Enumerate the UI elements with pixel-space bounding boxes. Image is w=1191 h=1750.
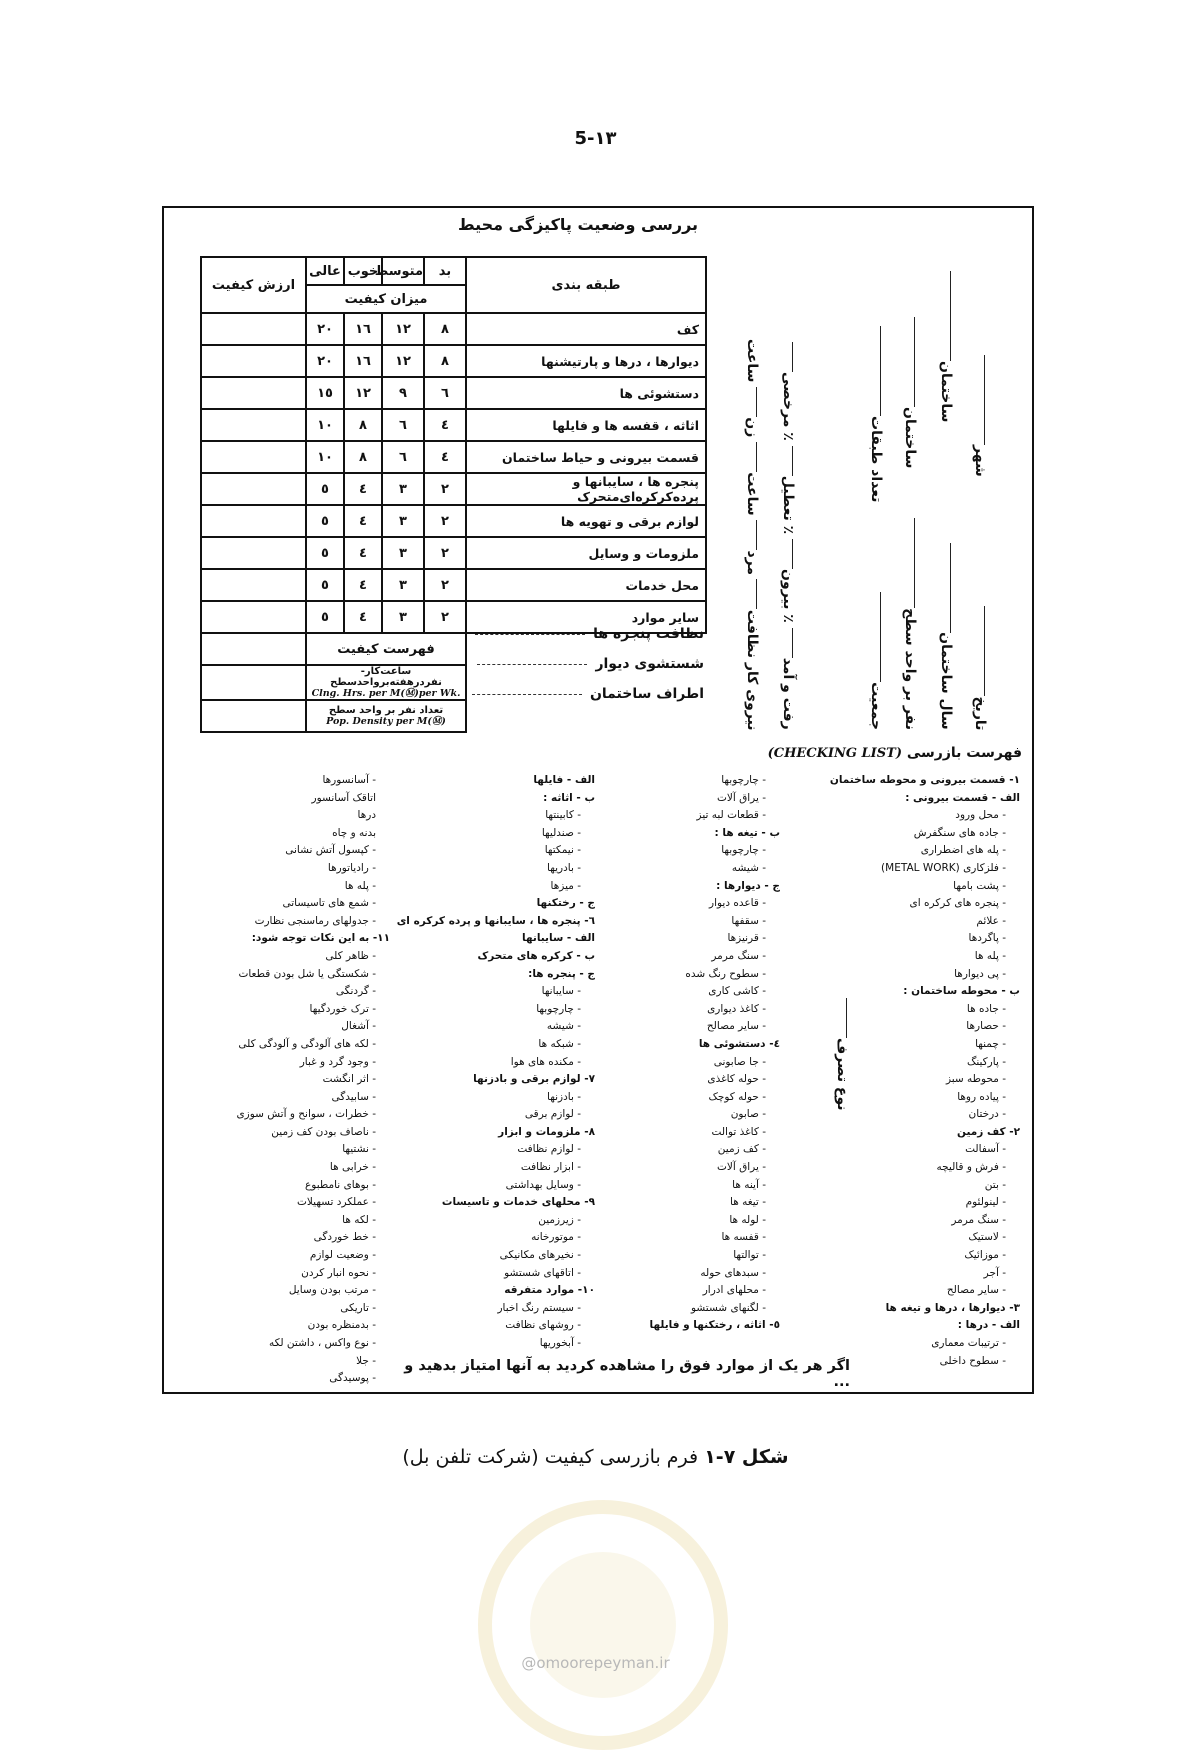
row-score-average: ١٢ (382, 313, 424, 345)
row-score-bad: ٢ (424, 473, 466, 505)
checklist-item: - شبکه ها (538, 1037, 581, 1050)
checklist-item: - رادیاتورها (327, 861, 376, 874)
row-category: کف (466, 313, 706, 345)
header-average: متوسط (382, 257, 424, 285)
wall-washing-row: شستشوی دیوار (436, 656, 704, 672)
checklist-item: - پارکینگ (966, 1055, 1006, 1068)
row-score-average: ٩ (382, 377, 424, 409)
checklist-column-1 (790, 772, 1020, 1370)
checklist-item: - کپسول آتش نشانی (285, 844, 376, 857)
row-score-bad: ٢ (424, 537, 466, 569)
row-category: لوازم برقی و تهویه ها (466, 505, 706, 537)
checklist-item: - لکه ها (342, 1213, 376, 1226)
checklist-item: - جا صابونی (713, 1055, 766, 1068)
checklist-item: - صندلیها (541, 826, 581, 839)
checklist-heading: الف - فایلها (533, 774, 595, 786)
checklist-item: - پاگردها (968, 932, 1006, 945)
checklist-item: - روشهای نظافت (505, 1319, 581, 1332)
checklist-item: - لوازم برقی (524, 1108, 581, 1121)
quality-row (201, 441, 706, 473)
building-year-column: سال ساختمان ساختمان (938, 230, 955, 730)
checklist-item: - زیرزمین (538, 1213, 581, 1226)
checklist-item: - وضعیت لوازم (309, 1249, 376, 1262)
row-score-bad: ٨ (424, 345, 466, 377)
row-score-good: ٤ (344, 537, 382, 569)
checklist-item: - لوازم نظافت (517, 1143, 581, 1156)
checklist-item: - جاده ها (966, 1002, 1006, 1015)
checklist-item: - سنگ مرمر (951, 1213, 1006, 1226)
quality-row (201, 473, 706, 505)
checklist-item: - خطرات ، سوانح و آتش سوزی (236, 1108, 376, 1121)
checklist-item: - نخیرهای مکانیکی (499, 1249, 581, 1262)
header-quality-value: ارزش کیفیت (201, 257, 306, 313)
row-quality-value[interactable] (201, 473, 306, 505)
row-score-excellent: ٥ (306, 601, 344, 633)
row-score-good: ١٢ (344, 377, 382, 409)
row-category: قسمت بیرونی و حیاط ساختمان (466, 441, 706, 473)
checklist-item: - خرابی ها (329, 1161, 376, 1174)
row-score-bad: ٨ (424, 313, 466, 345)
checklist-item: - عملکرد تسهیلات (297, 1196, 376, 1209)
wall-washing-field[interactable] (477, 664, 587, 665)
checklist-item: - لکه های آلودگی و آلودگی کلی (238, 1037, 376, 1050)
footer-note: اگر هر یک از موارد فوق را مشاهده کردید به آنها امتیاز بدهید و ... (404, 1358, 850, 1390)
checklist-item: - بوهای نامطبوع (305, 1178, 376, 1191)
checklist-item: - آسفالت (965, 1143, 1006, 1156)
row-score-excellent: ١٥ (306, 377, 344, 409)
checklist-item: - کاشی کاری (708, 985, 766, 998)
checklist-item: اتاقک آسانسور (311, 791, 376, 804)
checklist-heading: ج - دیوارها : (716, 879, 780, 892)
checklist-item: - کاغذ توالت (711, 1125, 766, 1138)
checklist-item: - صابون (730, 1108, 766, 1121)
row-quality-value[interactable] (201, 601, 306, 633)
row-score-bad: ٢ (424, 505, 466, 537)
work-hours-label: ساعت‌کار-نفردرهفته‌برواحدسطح Clng. Hrs. per M(Ⓜ)per Wk. (306, 665, 466, 700)
row-category: اثاثه ، قفسه ها و فایلها (466, 409, 706, 441)
checklist-heading: ١٠- موارد متفرقه (504, 1284, 595, 1297)
checklist-item: - سطوح داخلی (939, 1354, 1006, 1367)
occupancy-column: نوع تصرف (834, 610, 851, 1110)
row-score-bad: ٤ (424, 409, 466, 441)
quality-row (201, 409, 706, 441)
row-score-good: ١٦ (344, 345, 382, 377)
checklist-item: - وسایل بهداشتی (505, 1178, 581, 1191)
checklist-item: - سایبانها (541, 985, 581, 998)
form-title: بررسی وضعیت پاکیزگی محیط (457, 215, 699, 234)
checklist-item: - سیستم رنگ اخبار (497, 1301, 581, 1314)
row-score-good: ٨ (344, 441, 382, 473)
checklist-item: - کابینتها (545, 809, 581, 822)
checklist-item: - شکستگی یا شل بودن قطعات (238, 967, 376, 980)
checklist-column-2 (600, 772, 780, 1335)
checklist-item: - سایر مصالح (946, 1284, 1006, 1297)
checklist-heading: ب - کرکره های متحرک (477, 949, 595, 962)
checklist-heading: ج - پنجره ها: (528, 967, 595, 980)
row-score-excellent: ١٠ (306, 409, 344, 441)
row-quality-value[interactable] (201, 537, 306, 569)
row-quality-value[interactable] (201, 377, 306, 409)
row-quality-value[interactable] (201, 409, 306, 441)
traffic-column: رفت و آمد ٪ بیرون ٪ تعطیل ٪ مرخصی (780, 230, 797, 730)
checklist-heading: ب - محوطه ساختمان : (903, 985, 1020, 998)
checklist-item: - آینه ها (732, 1178, 766, 1191)
checklist-item: - تیغه ها (730, 1196, 766, 1209)
checklist-item: - قطعات لبه تیز (696, 809, 766, 822)
workforce-column: نیروی کار نظافت مرد ساعت زن ساعت (744, 338, 760, 730)
checklist-item: - یراق آلات (716, 1161, 766, 1174)
checklist-heading: الف - درها : (957, 1319, 1020, 1332)
watermark-logo-inner (530, 1552, 676, 1698)
checklist-heading: الف - سایبانها (522, 932, 595, 945)
checklist-item: - نشتیها (342, 1143, 376, 1156)
row-score-good: ٤ (344, 601, 382, 633)
building-surroundings-row: اطراف ساختمان (436, 686, 704, 702)
row-score-excellent: ٥ (306, 505, 344, 537)
per-area-column: نفر بر واحد سطح ساختمان (902, 230, 919, 730)
checklist-item: - جاده های سنگفرش (913, 826, 1006, 839)
checklist-item: - چارچوبها (721, 844, 766, 857)
checklist-item: - فرش و قالیچه (936, 1161, 1006, 1174)
row-quality-value[interactable] (201, 569, 306, 601)
header-bad: بد (424, 257, 466, 285)
window-cleaning-field[interactable] (475, 634, 585, 635)
watermark-text: @omoorepeyman.ir (521, 1654, 670, 1672)
quality-row (201, 505, 706, 537)
checklist-item: - سطوح رنگ شده (685, 967, 766, 980)
quality-row (201, 345, 706, 377)
checklist-item: - سقفها (731, 914, 766, 927)
checklist-heading: ٢- کف زمین (957, 1125, 1020, 1138)
checklist-item: - سبدهای حوله (700, 1266, 766, 1279)
checklist-item: - مکنده های هوا (510, 1055, 581, 1068)
row-quality-value[interactable] (201, 505, 306, 537)
window-cleaning-row: نظافت پنجره ها (436, 626, 704, 642)
checklist-item: - ظاهر کلی (325, 949, 376, 962)
checklist-item: - جدولهای رماسنجی نظارت (254, 914, 376, 927)
row-score-excellent: ٢٠ (306, 313, 344, 345)
checklist-item: - درختان (968, 1108, 1006, 1121)
date-city-column: تاریخ شهر (972, 230, 989, 730)
checklist-item: - پی دیوارها (954, 967, 1006, 980)
row-score-excellent: ٥ (306, 537, 344, 569)
row-score-average: ٣ (382, 473, 424, 505)
row-score-average: ٣ (382, 505, 424, 537)
row-category: ملزومات و وسایل (466, 537, 706, 569)
checking-list-title: فهرست بازرسی (CHECKING LIST) (767, 745, 1022, 761)
row-score-good: ٤ (344, 569, 382, 601)
row-score-average: ٦ (382, 441, 424, 473)
checklist-item: - آسانسورها (322, 774, 376, 786)
row-score-average: ٣ (382, 537, 424, 569)
checklist-item: - نحوه انبار کردن (301, 1266, 376, 1279)
checklist-item: - میزها (550, 879, 581, 892)
quality-row (201, 377, 706, 409)
checklist-item: - سنگ مرمر (711, 949, 766, 962)
checklist-item: - آشغال (341, 1020, 376, 1033)
checklist-item: - شمع های تاسیساتی (282, 897, 376, 910)
checklist-item: - فلزکاری (METAL WORK) (881, 861, 1006, 874)
checklist-item: - شیشه (546, 1020, 581, 1033)
checklist-item: - آجر (983, 1266, 1006, 1279)
checklist-item: - لوله ها (729, 1213, 766, 1226)
checklist-item: - بدمنظره بودن (307, 1319, 376, 1332)
checklist-item: - مرتب بودن وسایل (288, 1284, 376, 1297)
checklist-item: - شیشه (731, 861, 766, 874)
checklist-heading: ٨- ملزومات و ابزار (498, 1125, 595, 1138)
checklist-heading: ٥- اثاثه ، رختکنها و فایلها (649, 1319, 780, 1332)
row-category: پنجره ها ، سایبانها و پرده‌کرکره‌ای‌متحرک (466, 473, 706, 505)
header-quality-level: میزان کیفیت (306, 285, 466, 313)
checklist-item: - پیاده روها (957, 1090, 1006, 1103)
row-score-bad: ٤ (424, 441, 466, 473)
checklist-item: - حوله کوچک (708, 1090, 766, 1103)
quality-row (201, 537, 706, 569)
checklist-item: - محوطه سبز (945, 1073, 1006, 1086)
checklist-item: - پله ها (974, 949, 1006, 962)
checklist-item: - حصارها (966, 1020, 1006, 1033)
checklist-item: - قاعده دیوار (709, 897, 766, 910)
checklist-item: - قفسه ها (721, 1231, 766, 1244)
checklist-item: - پشت بامها (953, 879, 1006, 892)
checklist-item: - ترتیبات معماری (931, 1337, 1006, 1349)
quality-index-value[interactable] (201, 633, 306, 665)
row-score-good: ٤ (344, 473, 382, 505)
row-score-average: ٣ (382, 569, 424, 601)
checklist-heading: ١- قسمت بیرونی و محوطه ساختمان (829, 774, 1020, 786)
checklist-item: - ابزار نظافت (520, 1161, 581, 1174)
checklist-item: - محلهای ادرار (702, 1284, 766, 1297)
checklist-item: - موتورخانه (531, 1231, 581, 1244)
row-score-bad: ٦ (424, 377, 466, 409)
row-quality-value[interactable] (201, 441, 306, 473)
checklist-item: - سابیدگی (331, 1090, 376, 1103)
checklist-heading: ج - رختکنها (536, 897, 595, 910)
checklist-item: - موزائیک (964, 1249, 1006, 1262)
checklist-column-3 (395, 772, 595, 1353)
checklist-item: - علائم (976, 914, 1006, 927)
checklist-item: - نوع واکس ، داشتن لکه (268, 1337, 376, 1349)
checklist-heading: ب - تیغه ها : (714, 826, 780, 839)
checklist-item: - محل ورود (955, 809, 1006, 822)
checklist-item: - لینولئوم (965, 1196, 1006, 1209)
row-score-good: ١٦ (344, 313, 382, 345)
checklist-item: - چمنها (975, 1037, 1006, 1050)
row-category: محل خدمات (466, 569, 706, 601)
checklist-item: - اثر انگشت (322, 1073, 376, 1086)
checklist-item: - بتن (984, 1178, 1006, 1191)
row-score-average: ٦ (382, 409, 424, 441)
row-score-average: ١٢ (382, 345, 424, 377)
work-hours-value[interactable] (201, 665, 306, 700)
row-score-excellent: ١٠ (306, 441, 344, 473)
row-score-excellent: ٥ (306, 569, 344, 601)
quality-index-label: فهرست کیفیت (306, 633, 466, 665)
checklist-item: - نیمکتها (544, 844, 581, 857)
checklist-item: - گردنگی (335, 985, 376, 998)
checklist-heading: ٩- محلهای خدمات و تاسیسات (441, 1196, 595, 1209)
checklist-item: - وجود گرد و غبار (299, 1055, 376, 1068)
checklist-item: - توالتها (733, 1249, 766, 1262)
checklist-item: - پله های اضطراری (920, 844, 1006, 857)
checklist-item: - قرنیزها (727, 932, 766, 945)
building-surroundings-field[interactable] (472, 694, 582, 695)
row-score-excellent: ٥ (306, 473, 344, 505)
page-number: 5-١٣ (574, 128, 617, 149)
checklist-item: درها (357, 809, 376, 822)
checklist-item: - آبخوریها (539, 1337, 581, 1349)
row-score-good: ٨ (344, 409, 382, 441)
row-category: دیوارها ، درها و پارتیشنها (466, 345, 706, 377)
header-category: طبقه بندی (466, 257, 706, 313)
checklist-item: - بادزنها (547, 1090, 581, 1103)
row-quality-value[interactable] (201, 313, 306, 345)
header-good: خوب (344, 257, 382, 285)
checklist-item: - یراق آلات (716, 791, 766, 804)
population-column: جمعیت تعداد طبقات (868, 230, 885, 730)
checklist-heading: ٧- لوازم برقی و بادزنها (473, 1073, 595, 1086)
checklist-item: - اتاقهای شستشو (504, 1266, 581, 1279)
checklist-item: - چارچوبها (536, 1002, 581, 1015)
row-category: سایر موارد (466, 601, 706, 633)
checklist-heading: ب - اثاثه : (543, 791, 595, 804)
quality-row (201, 313, 706, 345)
density-value[interactable] (201, 700, 306, 732)
header-excellent: عالی (306, 257, 344, 285)
checklist-item: - حوله کاغذی (707, 1073, 766, 1086)
row-score-bad: ٢ (424, 569, 466, 601)
checklist-item: - ناصاف بودن کف زمین (271, 1125, 376, 1138)
checklist-item: - چارچوبها (721, 774, 766, 786)
checklist-item: - کاغذ دیواری (707, 1002, 766, 1015)
checklist-item: - جلا (356, 1354, 376, 1367)
row-score-bad: ٢ (424, 601, 466, 633)
checklist-column-4 (170, 772, 390, 1388)
density-label: تعداد نفر بر واحد سطح Pop. Density per M(Ⓜ) (306, 700, 466, 732)
row-quality-value[interactable] (201, 345, 306, 377)
checklist-heading: الف - قسمت بیرونی : (905, 791, 1020, 804)
checklist-item: - خط خوردگی (313, 1231, 376, 1244)
row-score-good: ٤ (344, 505, 382, 537)
checklist-heading: ٦- پنجره ها ، سایبانها و پرده کرکره ای (396, 914, 595, 927)
checklist-item: - سایر مصالح (706, 1020, 766, 1033)
checklist-item: - ترک خوردگیها (309, 1002, 376, 1015)
checklist-item: بدنه و چاه (332, 826, 376, 839)
checklist-item: - بادریها (547, 861, 581, 874)
checklist-item: - پنجره های کرکره ای (909, 897, 1006, 910)
row-category: دستشوئی ها (466, 377, 706, 409)
row-score-average: ٣ (382, 601, 424, 633)
checklist-item: - پله ها (344, 879, 376, 892)
checklist-heading: ١١- به این نکات توجه شود: (251, 932, 390, 945)
checklist-heading: ٤- دستشوئی ها (698, 1037, 780, 1050)
checklist-item: - لاستیک (968, 1231, 1006, 1244)
checklist-heading: ٣- دیوارها ، درها و تیغه ها (885, 1301, 1020, 1314)
checklist-item: - کف زمین (717, 1143, 766, 1156)
checklist-item: - لگنهای شستشو (690, 1301, 766, 1314)
figure-caption: شکل ٧-١ فرم بازرسی کیفیت (شرکت تلفن بل) (402, 1446, 789, 1468)
row-score-excellent: ٢٠ (306, 345, 344, 377)
checklist-item: - تاریکی (340, 1301, 376, 1314)
quality-row (201, 569, 706, 601)
checklist-item: - پوسیدگی (329, 1372, 376, 1385)
